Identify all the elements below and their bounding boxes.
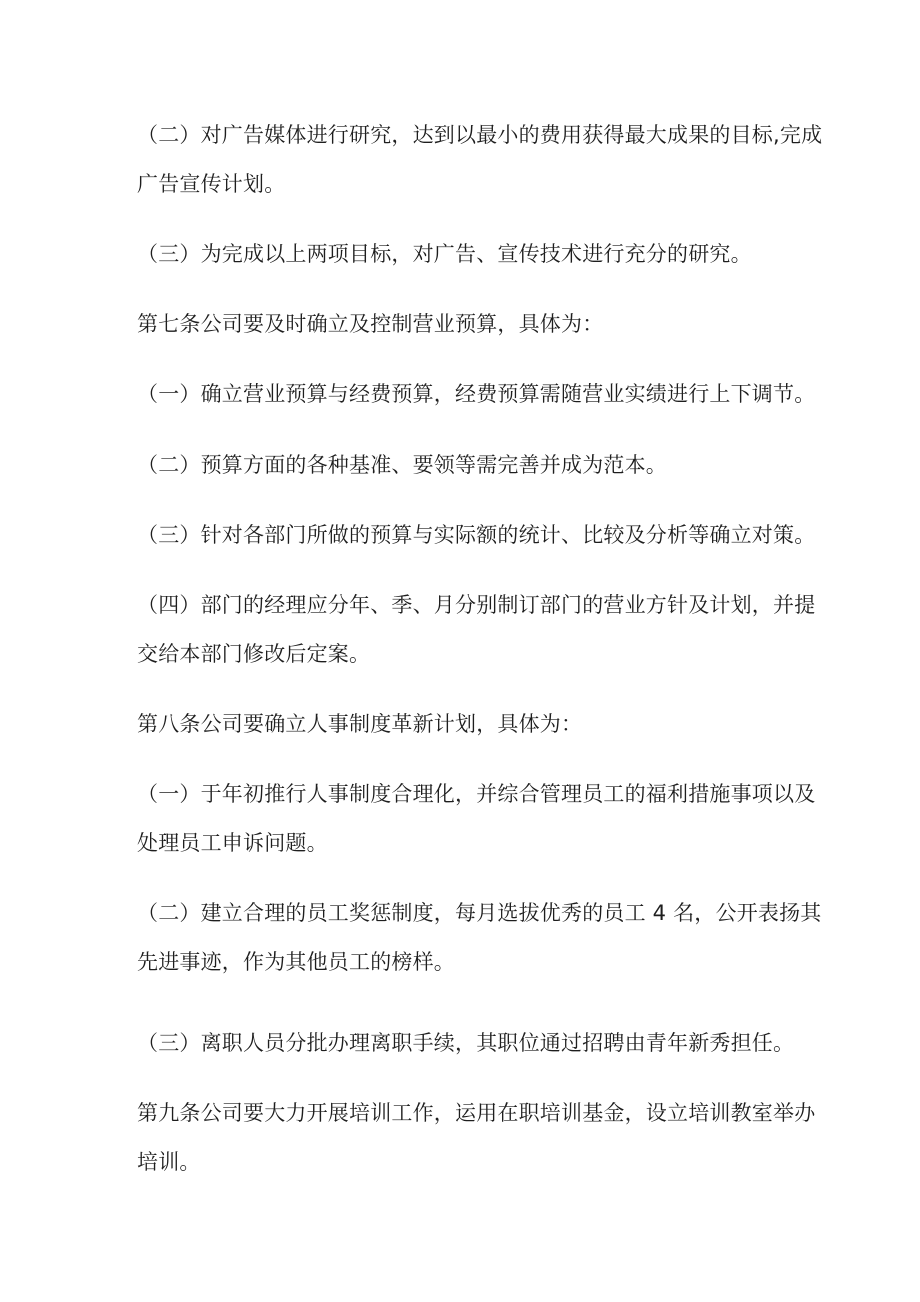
text-line: 第九条公司要大力开展培训工作，运用在职培训基金，设立培训教室举办: [137, 1101, 816, 1125]
text-line: （二）建立合理的员工奖惩制度，每月选拔优秀的员工 4 名，公开表扬其: [137, 901, 822, 925]
text-line: （二）对广告媒体进行研究，达到以最小的费用获得最大成果的目标,完成: [137, 123, 823, 147]
text-line: 广告宣传计划。: [137, 172, 286, 196]
text-line: （一）确立营业预算与经费预算，经费预算需随营业实绩进行上下调节。: [137, 382, 816, 406]
text-line: 先进事迹，作为其他员工的榜样。: [137, 950, 455, 974]
text-line: 第七条公司要及时确立及控制营业预算，具体为：: [137, 312, 604, 336]
text-line: （三）针对各部门所做的预算与实际额的统计、比较及分析等确立对策。: [137, 523, 816, 547]
text-line: （三）为完成以上两项目标，对广告、宣传技术进行充分的研究。: [137, 242, 752, 266]
text-line: （二）预算方面的各种基准、要领等需完善并成为范本。: [137, 453, 667, 477]
text-line: 交给本部门修改后定案。: [137, 642, 371, 666]
text-line: 培训。: [137, 1150, 201, 1174]
text-line: 第八条公司要确立人事制度革新计划，具体为：: [137, 712, 583, 736]
text-line: （一）于年初推行人事制度合理化，并综合管理员工的福利措施事项以及: [137, 782, 816, 806]
text-line: 处理员工申诉问题。: [137, 831, 328, 855]
text-line: （三）离职人员分批办理离职手续，其职位通过招聘由青年新秀担任。: [137, 1031, 795, 1055]
text-line: （四）部门的经理应分年、季、月分别制订部门的营业方针及计划，并提: [137, 593, 816, 617]
